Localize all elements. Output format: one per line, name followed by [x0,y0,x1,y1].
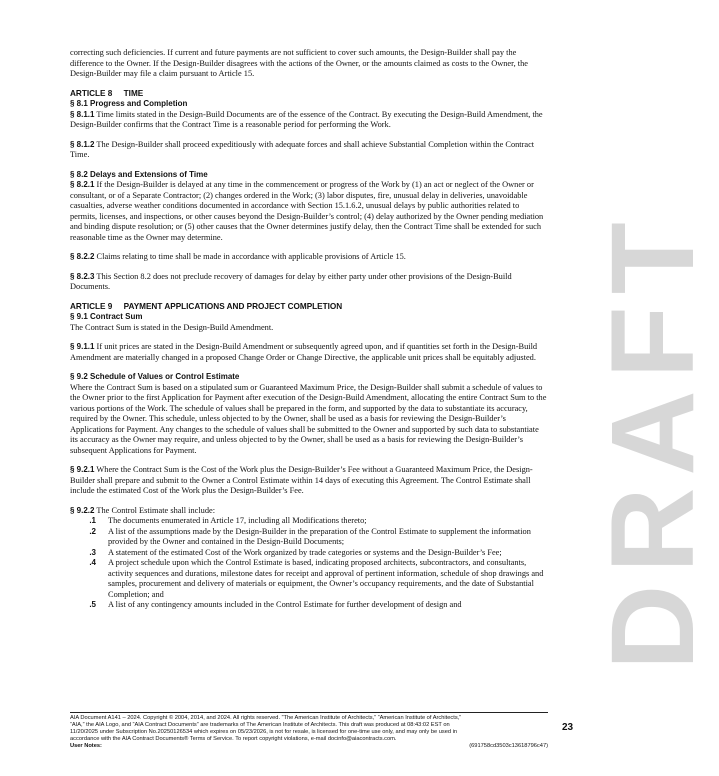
section-8-2-1 [70,180,548,243]
list-item [70,516,548,527]
copyright-footer [70,712,548,750]
section-9-2-1 [70,465,548,497]
list-item [70,558,548,600]
section-text: The Design-Builder shall proceed expeditiously with adequate forces and shall achieve Substantial Completion within the Contract Time. [70,139,535,159]
section-number: § 9.1.1 [70,342,95,351]
user-notes-label: User Notes: [70,742,102,749]
section-text: If the Design-Builder is delayed at any time in the commencement or progress of the Work by (1) an act or neglect of the Owner or consultant, or of a Separate Contractor; (2) changes ordered in the Work; (3) labor disputes, fire, unusual delay in deliveries, unavoidable casualties, adverse weather conditions documented in accordance with Section 15.1.6.2, unusual delays by public authorities related to permits, licenses, and inspections, or other causes beyond the Design-Builder’s control; (4) delay authorized by the Owner pending mediation and binding dispute resolution; or (5) other causes that the Owner determines justify delay, then the Contract Time shall be extended for such reasonable time as the Owner may determine. [70,180,544,242]
list-item-text: A statement of the estimated Cost of the Work organized by trade categories or systems and the Design-Builder’s Fee; [108,547,502,557]
section-9-2-text: Where the Contract Sum is based on a stipulated sum or Guaranteed Maximum Price, the Design-Builder shall submit a schedule of values to the Owner prior to the first Application for Payment after execution of the Design-Build Amendment, allocating the entire Contract Sum to the various portions of the Work. The schedule of values shall be prepared in the form, and supported by the data to substantiate its accuracy, required by the Owner. This schedule, unless objected to by the Owner, shall be used as a basis for reviewing the Design-Builder’s Applications for Payment. Any changes to the schedule of values shall be submitted to the Owner and supported by such data to substantiate its accuracy as the Owner may require, and unless objected to by the Owner, shall be used as a basis for reviewing the Design-Builder’s subsequent Applications for Payment. [70,382,547,455]
section-text: Time limits stated in the Design-Build Documents are of the essence of the Contract. By executing the Design-Build Amendment, the Design-Builder confirms that the Contract Time is a reasonable period for performing the Work. [70,109,543,129]
section-number: § 8.1.1 [70,109,95,119]
section-text: Claims relating to time shall be made in accordance with applicable provisions of Article 15. [94,252,406,261]
section-8-2-3 [70,272,548,293]
section-number: § 9.2.2 [70,505,95,515]
section-number: § 8.2.3 [70,271,95,281]
section-8-1-1 [70,110,548,131]
page-content [70,48,548,611]
article-8-title: ARTICLE 8 TIME [70,88,144,98]
article-9-title: ARTICLE 9 PAYMENT APPLICATIONS AND PROJECT COMPLETION [70,301,343,311]
section-8-1-heading: § 8.1 Progress and Completion [70,99,188,108]
section-8-1-2 [70,140,548,161]
list-item [70,548,548,559]
section-9-1-text: The Contract Sum is stated in the Design-Build Amendment. [70,322,274,332]
page-number: 23 [562,722,574,733]
section-number: § 8.2.1 [70,180,95,189]
section-9-2-2 [70,506,548,517]
draft-watermark: DRAFT [587,210,719,670]
footer-line: 11/20/2025 under Subscription No.20250126534 which expires on 05/23/2026, is not for resale, is licensed for one-time use only, and may only be used in [70,728,458,735]
section-number: § 8.1.2 [70,139,95,149]
list-item-text: A list of the assumptions made by the Design-Builder in the preparation of the Control Estimate to supplement the information provided by the Owner and contained in the Design-Build Documents; [108,526,531,546]
list-item-text: A list of any contingency amounts included in the Control Estimate for further development of design and [108,600,462,609]
section-9-2-heading: § 9.2 Schedule of Values or Control Estimate [70,372,240,381]
section-text: Where the Contract Sum is the Cost of the Work plus the Design-Builder’s Fee without a Guaranteed Maximum Price, the Design-Builder shall prepare and submit to the Owner a Control Estimate within 14 days of executing this Agreement. The Control Estimate shall include the estimated Cost of the Work plus the Design-Builder’s Fee. [70,465,533,495]
section-9-1-1 [70,342,548,363]
list-item-number: .3 [89,547,96,557]
footer-line: “AIA,” the AIA Logo, and “AIA Contract Documents” are trademarks of The American Institute of Architects. This draft was produced at 08:43:02 EST on [70,721,450,728]
section-8-2-2 [70,252,548,263]
section-number: § 9.2.1 [70,465,95,474]
list-item-number: .1 [89,516,96,525]
section-text: This Section 8.2 does not preclude recovery of damages for delay by either party under other provisions of the Design-Build Documents. [70,271,512,291]
section-text: If unit prices are stated in the Design-Build Amendment or subsequently agreed upon, and if quantities set forth in the Design-Build Amendment are materially changed in a proposed Change Order or Change Directive, the applicable unit prices shall be equitably adjusted. [70,342,538,362]
section-9-1-heading: § 9.1 Contract Sum [70,312,143,321]
footer-line: AIA Document A141 – 2024. Copyright © 2004, 2014, and 2024. All rights reserved. “The American Institute of Architects,” “American Institute of Architects,” [70,715,462,721]
list-item-number: .4 [89,558,96,567]
list-item-text: A project schedule upon which the Control Estimate is based, indicating proposed architects, subcontractors, and consultants, activity sequences and durations, milestone dates for receipt and approval of pertinent information, schedule of shop drawings and samples, procurement and delivery of materials or equipment, the Owner’s occupancy requirements, and the date of Substantial Completion; and [108,558,544,599]
list-item-number: .5 [89,600,96,609]
list-item [70,527,548,548]
document-code: (691758cd3503c13618796c47) [469,742,548,749]
footer-line: accordance with the AIA Contract Documents® Terms of Service. To report copyright violations, e-mail docinfo@aiacontracts.com. [70,735,397,742]
intro-paragraph: correcting such deficiencies. If current and future payments are not sufficient to cover such amounts, the Design-Builder shall pay the difference to the Owner. If the Design-Builder disagrees with the actions of the Owner, or the amounts claimed as costs to the Owner, the Design-Builder may file a claim pursuant to Article 15. [70,48,528,78]
list-item-number: .2 [89,526,96,536]
list-item-text: The documents enumerated in Article 17, including all Modifications thereto; [108,516,367,525]
section-8-2-heading: § 8.2 Delays and Extensions of Time [70,169,208,179]
list-item [70,600,548,611]
section-text: The Control Estimate shall include: [94,505,216,515]
section-number: § 8.2.2 [70,252,95,261]
